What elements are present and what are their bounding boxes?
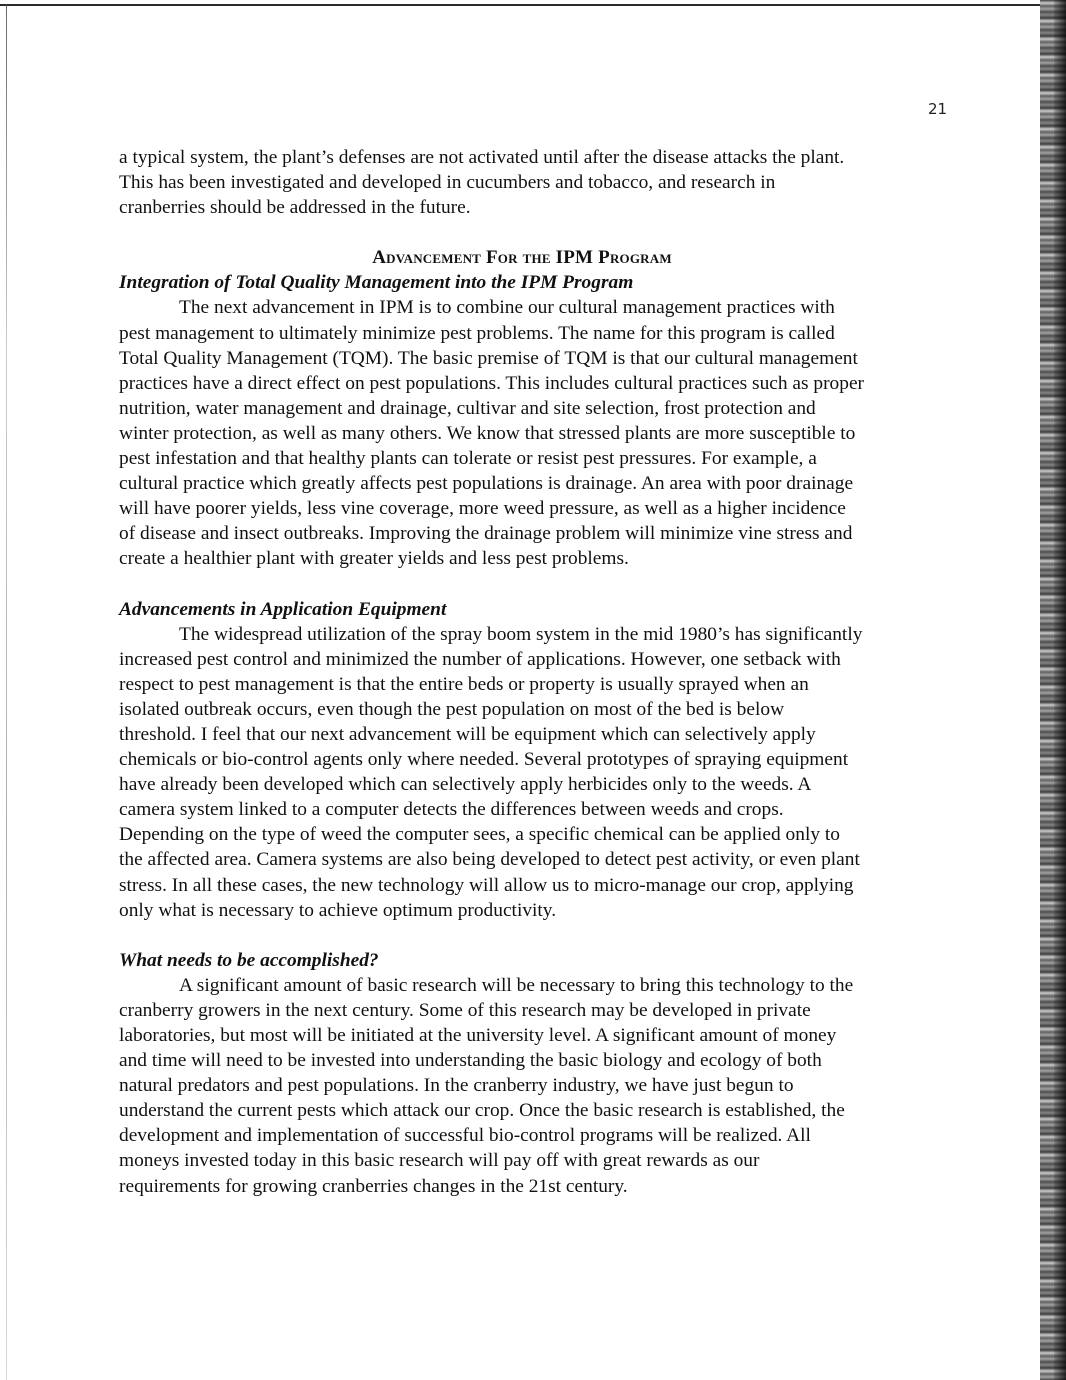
- text-line: camera system linked to a computer detects the differences between weeds and crops.: [119, 799, 784, 821]
- text-line: practices have a direct effect on pest populations. This includes cultural practices such as proper: [119, 372, 865, 394]
- text-line: The widespread utilization of the spray boom system in the mid 1980’s has significantly: [179, 623, 863, 645]
- text-line: development and implementation of successful bio-control programs will be realized. All: [119, 1125, 811, 1147]
- text-line: the affected area. Camera systems are also being developed to detect pest activity, or even plant: [119, 849, 860, 871]
- text-line: nutrition, water management and drainage, cultivar and site selection, frost protection and: [119, 397, 816, 419]
- intro-paragraph: [119, 145, 925, 220]
- text-line: stress. In all these cases, the new technology will allow us to micro-manage our crop, applying: [119, 874, 854, 896]
- paragraph-tqm: [119, 295, 925, 571]
- text-line: natural predators and pest populations. In the cranberry industry, we have just begun to: [119, 1075, 794, 1097]
- text-line: have already been developed which can selectively apply herbicides only to the weeds. A: [119, 774, 812, 796]
- text-line: create a healthier plant with greater yields and less pest problems.: [119, 548, 629, 570]
- subsection-heading: Integration of Total Quality Management into the IPM Program: [119, 272, 634, 294]
- text-line: understand the current pests which attack our crop. Once the basic research is established, the: [119, 1100, 845, 1122]
- text-line: cranberries should be addressed in the future.: [119, 197, 471, 219]
- text-line: threshold. I feel that our next advancement will be equipment which can selectively apply: [119, 723, 816, 745]
- text-line: respect to pest management is that the entire beds or property is usually sprayed when an: [119, 673, 809, 695]
- spacer: [119, 572, 925, 597]
- text-line: cultural practice which greatly affects pest populations is drainage. An area with poor drainage: [119, 473, 854, 495]
- scan-top-edge: [0, 4, 1040, 6]
- text-line: increased pest control and minimized the number of applications. However, one setback with: [119, 648, 841, 670]
- spacer: [119, 220, 925, 245]
- text-line: isolated outbreak occurs, even though the pest population on most of the bed is below: [119, 698, 785, 720]
- text-line: Depending on the type of weed the computer sees, a specific chemical can be applied only to: [119, 824, 840, 846]
- text-line: pest management to ultimately minimize pest problems. The name for this program is called: [119, 322, 835, 344]
- text-line: cranberry growers in the next century. Some of this research may be developed in private: [119, 999, 811, 1021]
- text-line: laboratories, but most will be initiated at the university level. A significant amount of money: [119, 1025, 837, 1046]
- text-line: Total Quality Management (TQM). The basic premise of TQM is that our cultural management: [119, 347, 858, 369]
- paragraph-application-equipment: [119, 622, 925, 923]
- spacer: [119, 923, 925, 948]
- subsection-heading: What needs to be accomplished?: [119, 949, 379, 971]
- text-line: and time will need to be invested into understanding the basic biology and ecology of both: [119, 1050, 822, 1072]
- text-line: of disease and insect outbreaks. Improving the drainage problem will minimize vine stress and: [119, 523, 853, 545]
- paragraph-accomplish: [119, 973, 925, 1199]
- text-line: moneys invested today in this basic research will pay off with great rewards as our: [119, 1150, 760, 1172]
- section-title: Advancement For the IPM Program: [372, 247, 672, 269]
- text-line: a typical system, the plant’s defenses are not activated until after the disease attacks the plant.: [119, 147, 845, 168]
- text-line: winter protection, as well as many others. We know that stressed plants are more susceptible to: [119, 422, 856, 444]
- page-number: 21: [928, 100, 948, 118]
- text-line: requirements for growing cranberries changes in the 21st century.: [119, 1175, 628, 1197]
- scan-left-edge: [6, 4, 7, 1380]
- text-line: The next advancement in IPM is to combine our cultural management practices with: [179, 297, 835, 319]
- text-line: chemicals or bio-control agents only where needed. Several prototypes of spraying equipment: [119, 749, 849, 771]
- subsection-heading: Advancements in Application Equipment: [119, 598, 447, 620]
- text-line: will have poorer yields, less vine coverage, more weed pressure, as well as a higher incidence: [119, 498, 846, 520]
- scan-right-edge-shadow: [1054, 0, 1066, 1380]
- document-body: [119, 145, 925, 1199]
- text-line: A significant amount of basic research will be necessary to bring this technology to the: [179, 974, 854, 996]
- text-line: This has been investigated and developed in cucumbers and tobacco, and research in: [119, 172, 776, 194]
- text-line: only what is necessary to achieve optimum productivity.: [119, 899, 557, 921]
- text-line: pest infestation and that healthy plants can tolerate or resist pest pressures. For example, a: [119, 448, 817, 470]
